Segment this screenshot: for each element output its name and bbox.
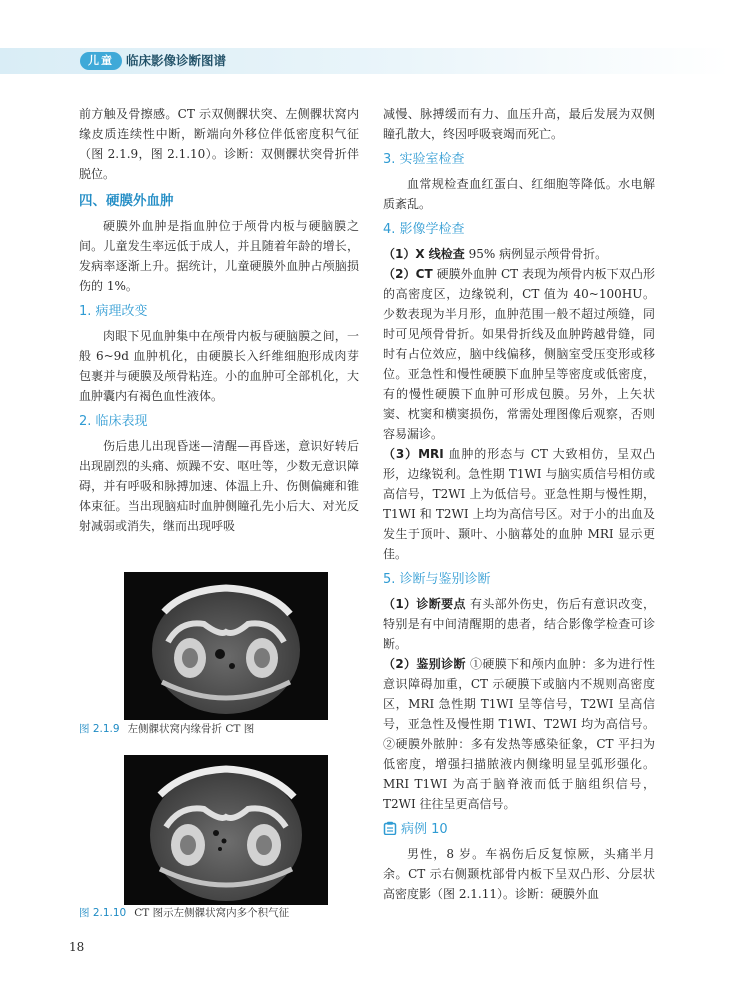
differential-lead: （2）鉴别诊断 bbox=[383, 657, 466, 671]
header-title: 临床影像诊断图谱 bbox=[126, 53, 227, 68]
figure-caption-2-1-10 bbox=[79, 906, 289, 920]
xray-lead: （1）X 线检查 bbox=[383, 247, 465, 261]
left-column bbox=[79, 104, 359, 536]
subsection-title-diagnosis: 5. 诊断与鉴别诊断 bbox=[383, 572, 491, 587]
ct-lead: （2）CT bbox=[383, 267, 433, 281]
lab-paragraph: 血常规检查血红蛋白、红细胞等降低。水电解质紊乱。 bbox=[383, 177, 655, 211]
ct-paragraph bbox=[383, 264, 655, 444]
diagnosis-lead: （1）诊断要点 bbox=[383, 597, 466, 611]
subsection-title-clinical: 2. 临床表现 bbox=[79, 414, 148, 429]
mri-paragraph bbox=[383, 444, 655, 564]
mri-text: 血肿的形态与 CT 大致相仿，呈双凸形，边缘锐利。急性期 T1WI 与脑实质信号相仿或高信号，T2WI 上为低信号。亚急性期与慢性期，T1WI 和 T2WI 上均为高信号区。对于小的出血及发生于顶叶、颞叶、小脑幕处的血肿 MRI 显示更佳。 bbox=[383, 447, 655, 561]
diagnosis-text: 有头部外伤史，伤后有意识改变，特别是有中间清醒期的患者，结合影像学检查可诊断。 bbox=[383, 597, 655, 651]
figure-number: 图 2.1.10 bbox=[79, 907, 127, 919]
continued-paragraph: 减慢、脉搏缓而有力、血压升高，最后发展为双侧瞳孔散大，终因呼吸衰竭而死亡。 bbox=[383, 107, 655, 141]
ct-image-fig-2-1-10 bbox=[124, 755, 328, 905]
subsection-title-pathology: 1. 病理改变 bbox=[79, 304, 148, 319]
ct-image-fig-2-1-9 bbox=[124, 572, 328, 720]
page-number: 18 bbox=[69, 940, 85, 954]
xray-text: 95% 病例显示颅骨骨折。 bbox=[468, 247, 608, 261]
case-title bbox=[383, 819, 655, 841]
xray-paragraph bbox=[383, 244, 655, 264]
differential-text: ①硬膜下和颅内血肿：多为进行性意识障碍加重，CT 示硬膜下或脑内不规则高密度区，MRI 急性期 T1WI 呈等信号，T2WI 呈高信号，亚急性及慢性期 T1WI、T2WI 均为高信号。②硬膜外脓肿：多有发热等感染征象，CT 平扫为低密度，增强扫描脓液内侧缘明显呈弧形强化。MRI T1WI 为高于脑脊液而低于脑组织信号，T2WI 往往呈更高信号。 bbox=[383, 657, 655, 811]
differential-paragraph bbox=[383, 654, 655, 814]
diagnosis-paragraph bbox=[383, 594, 655, 654]
figure-number: 图 2.1.9 bbox=[79, 723, 120, 735]
mri-lead: （3）MRI bbox=[383, 447, 444, 461]
right-column bbox=[383, 104, 655, 904]
ct-text: 硬膜外血肿 CT 表现为颅骨内板下双凸形的高密度区，边缘锐利，CT 值为 40~100HU。少数表现为半月形，血肿范围一般不超过颅缝，同时可见颅骨骨折。如果骨折线及血肿跨越骨缝，同时有占位效应，脑中线偏移，侧脑室受压变形或移位。亚急性和慢性硬膜下血肿呈等密度或低密度，有的慢性硬膜下血肿可形成包膜。另外，上矢状窦、枕窦和横窦损伤，常需处理图像后观察，否则容易漏诊。 bbox=[383, 267, 655, 441]
pathology-paragraph: 肉眼下见血肿集中在颅骨内板与硬脑膜之间，一般 6~9d 血肿机化，由硬膜长入纤维细胞形成肉芽包裹并与硬膜及颅骨粘连。小的血肿可全部机化，大血肿囊内有褐色血性液体。 bbox=[79, 329, 359, 403]
subsection-title-lab: 3. 实验室检查 bbox=[383, 152, 465, 167]
section-title-epidural-hematoma: 四、硬膜外血肿 bbox=[79, 193, 174, 209]
case-title-text: 病例 10 bbox=[401, 822, 448, 837]
case-paragraph: 男性，8 岁。车祸伤后反复惊厥，头痛半月余。CT 示右侧颞枕部骨内板下呈双凸形、分层状高密度影（图 2.1.11）。诊断：硬膜外血 bbox=[383, 847, 655, 901]
intro-paragraph: 前方触及骨擦感。CT 示双侧髁状突、左侧髁状窝内缘皮质连续性中断，断端向外移位伴低密度积气征（图 2.1.9，图 2.1.10）。诊断：双侧髁状突骨折伴脱位。 bbox=[79, 107, 359, 181]
subsection-title-imaging: 4. 影像学检查 bbox=[383, 222, 465, 237]
figure-caption-text: 左侧髁状窝内缘骨折 CT 图 bbox=[127, 723, 255, 735]
section-intro-paragraph: 硬膜外血肿是指血肿位于颅骨内板与硬脑膜之间。儿童发生率远低于成人，并且随着年龄的增长，发病率逐渐上升。据统计，儿童硬膜外血肿占颅脑损伤的 1%。 bbox=[79, 219, 359, 293]
figure-caption-2-1-9 bbox=[79, 722, 254, 736]
header-logo: 儿童 bbox=[80, 52, 122, 70]
clinical-paragraph: 伤后患儿出现昏迷—清醒—再昏迷，意识好转后出现剧烈的头痛、烦躁不安、呕吐等，少数无意识障碍，并有呼吸和脉搏加速、体温上升、伤侧偏瘫和锥体束征。当出现脑疝时血肿侧瞳孔先小后大、对光反射减弱或消失，继而出现呼吸 bbox=[79, 439, 359, 533]
clipboard-icon bbox=[383, 821, 397, 835]
figure-caption-text: CT 图示左侧髁状窝内多个积气征 bbox=[134, 907, 290, 919]
